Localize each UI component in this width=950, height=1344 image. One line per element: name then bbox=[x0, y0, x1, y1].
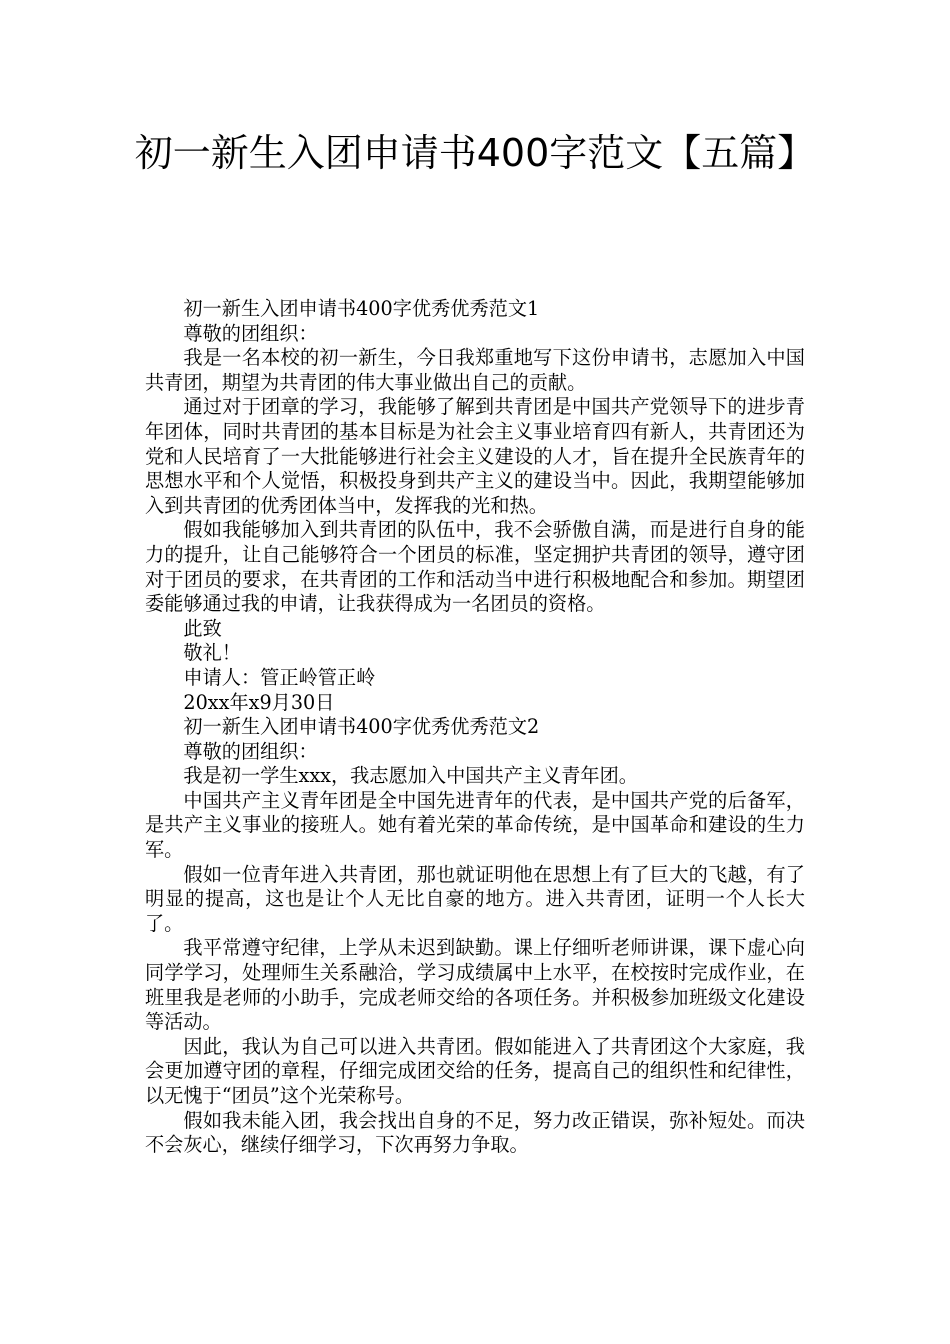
body-paragraph: 假如一位青年进入共青团，那也就证明他在思想上有了巨大的飞越，有了明显的提高，这也是让个人无比自豪的地方。进入共青团，证明一个人长大了。 bbox=[145, 862, 805, 935]
body-paragraph: 假如我未能入团，我会找出自身的不足，努力改正错误，弥补短处。而决不会灰心，继续仔细学习，下次再努力争取。 bbox=[145, 1108, 805, 1157]
applicant-signature: 申请人：管正岭管正岭 bbox=[183, 665, 376, 689]
body-paragraph: 我是初一学生xxx，我志愿加入中国共产主义青年团。 bbox=[183, 764, 638, 788]
body-paragraph: 通过对于团章的学习，我能够了解到共青团是中国共产党领导下的进步青年团体，同时共青团的基本目标是为社会主义事业培育四有新人，共青团还为党和人民培育了一大批能够进行社会主义建设的人才，旨在提升全民族青年的思想水平和个人觉悟，积极投身到共产主义的建设当中。因此，我期望能够加入到共青团的优秀团体当中，发挥我的光和热。 bbox=[145, 395, 805, 517]
essay-heading: 初一新生入团申请书400字优秀优秀范文2 bbox=[183, 715, 540, 739]
document-title: 初一新生入团申请书400字范文【五篇】 bbox=[134, 131, 816, 175]
salutation: 尊敬的团组织： bbox=[183, 321, 318, 345]
essay-heading: 初一新生入团申请书400字优秀优秀范文1 bbox=[183, 297, 540, 320]
body-paragraph: 中国共产主义青年团是全中国先进青年的代表，是中国共产党的后备军，是共产主义事业的接班人。她有着光荣的革命传统，是中国革命和建设的生力军。 bbox=[145, 788, 805, 862]
body-paragraph: 我平常遵守纪律，上学从未迟到缺勤。课上仔细听老师讲课，课下虚心向同学学习，处理师生关系融洽，学习成绩属中上水平，在校按时完成作业，在班里我是老师的小助手，完成老师交给的各项任务。并积极参加班级文化建设等活动。 bbox=[145, 936, 805, 1034]
salutation: 尊敬的团组织： bbox=[183, 739, 318, 763]
body-paragraph: 因此，我认为自己可以进入共青团。假如能进入了共青团这个大家庭，我会更加遵守团的章程，仔细完成团交给的任务，提高自己的组织性和纪律性，以无愧于“团员”这个光荣称号。 bbox=[145, 1034, 805, 1107]
closing-line: 敬礼！ bbox=[183, 641, 241, 665]
document-body bbox=[145, 297, 805, 1158]
body-paragraph: 假如我能够加入到共青团的队伍中，我不会骄傲自满，而是进行自身的能力的提升，让自己能够符合一个团员的标准，坚定拥护共青团的领导，遵守团对于团员的要求，在共青团的工作和活动当中进行积极地配合和参加。期望团委能够通过我的申请，让我获得成为一名团员的资格。 bbox=[145, 518, 805, 616]
date-line: 20xx年x9月30日 bbox=[183, 690, 335, 714]
body-paragraph: 我是一名本校的初一新生，今日我郑重地写下这份申请书，志愿加入中国共青团，期望为共青团的伟大事业做出自己的贡献。 bbox=[145, 346, 805, 394]
closing-line: 此致 bbox=[183, 616, 222, 640]
